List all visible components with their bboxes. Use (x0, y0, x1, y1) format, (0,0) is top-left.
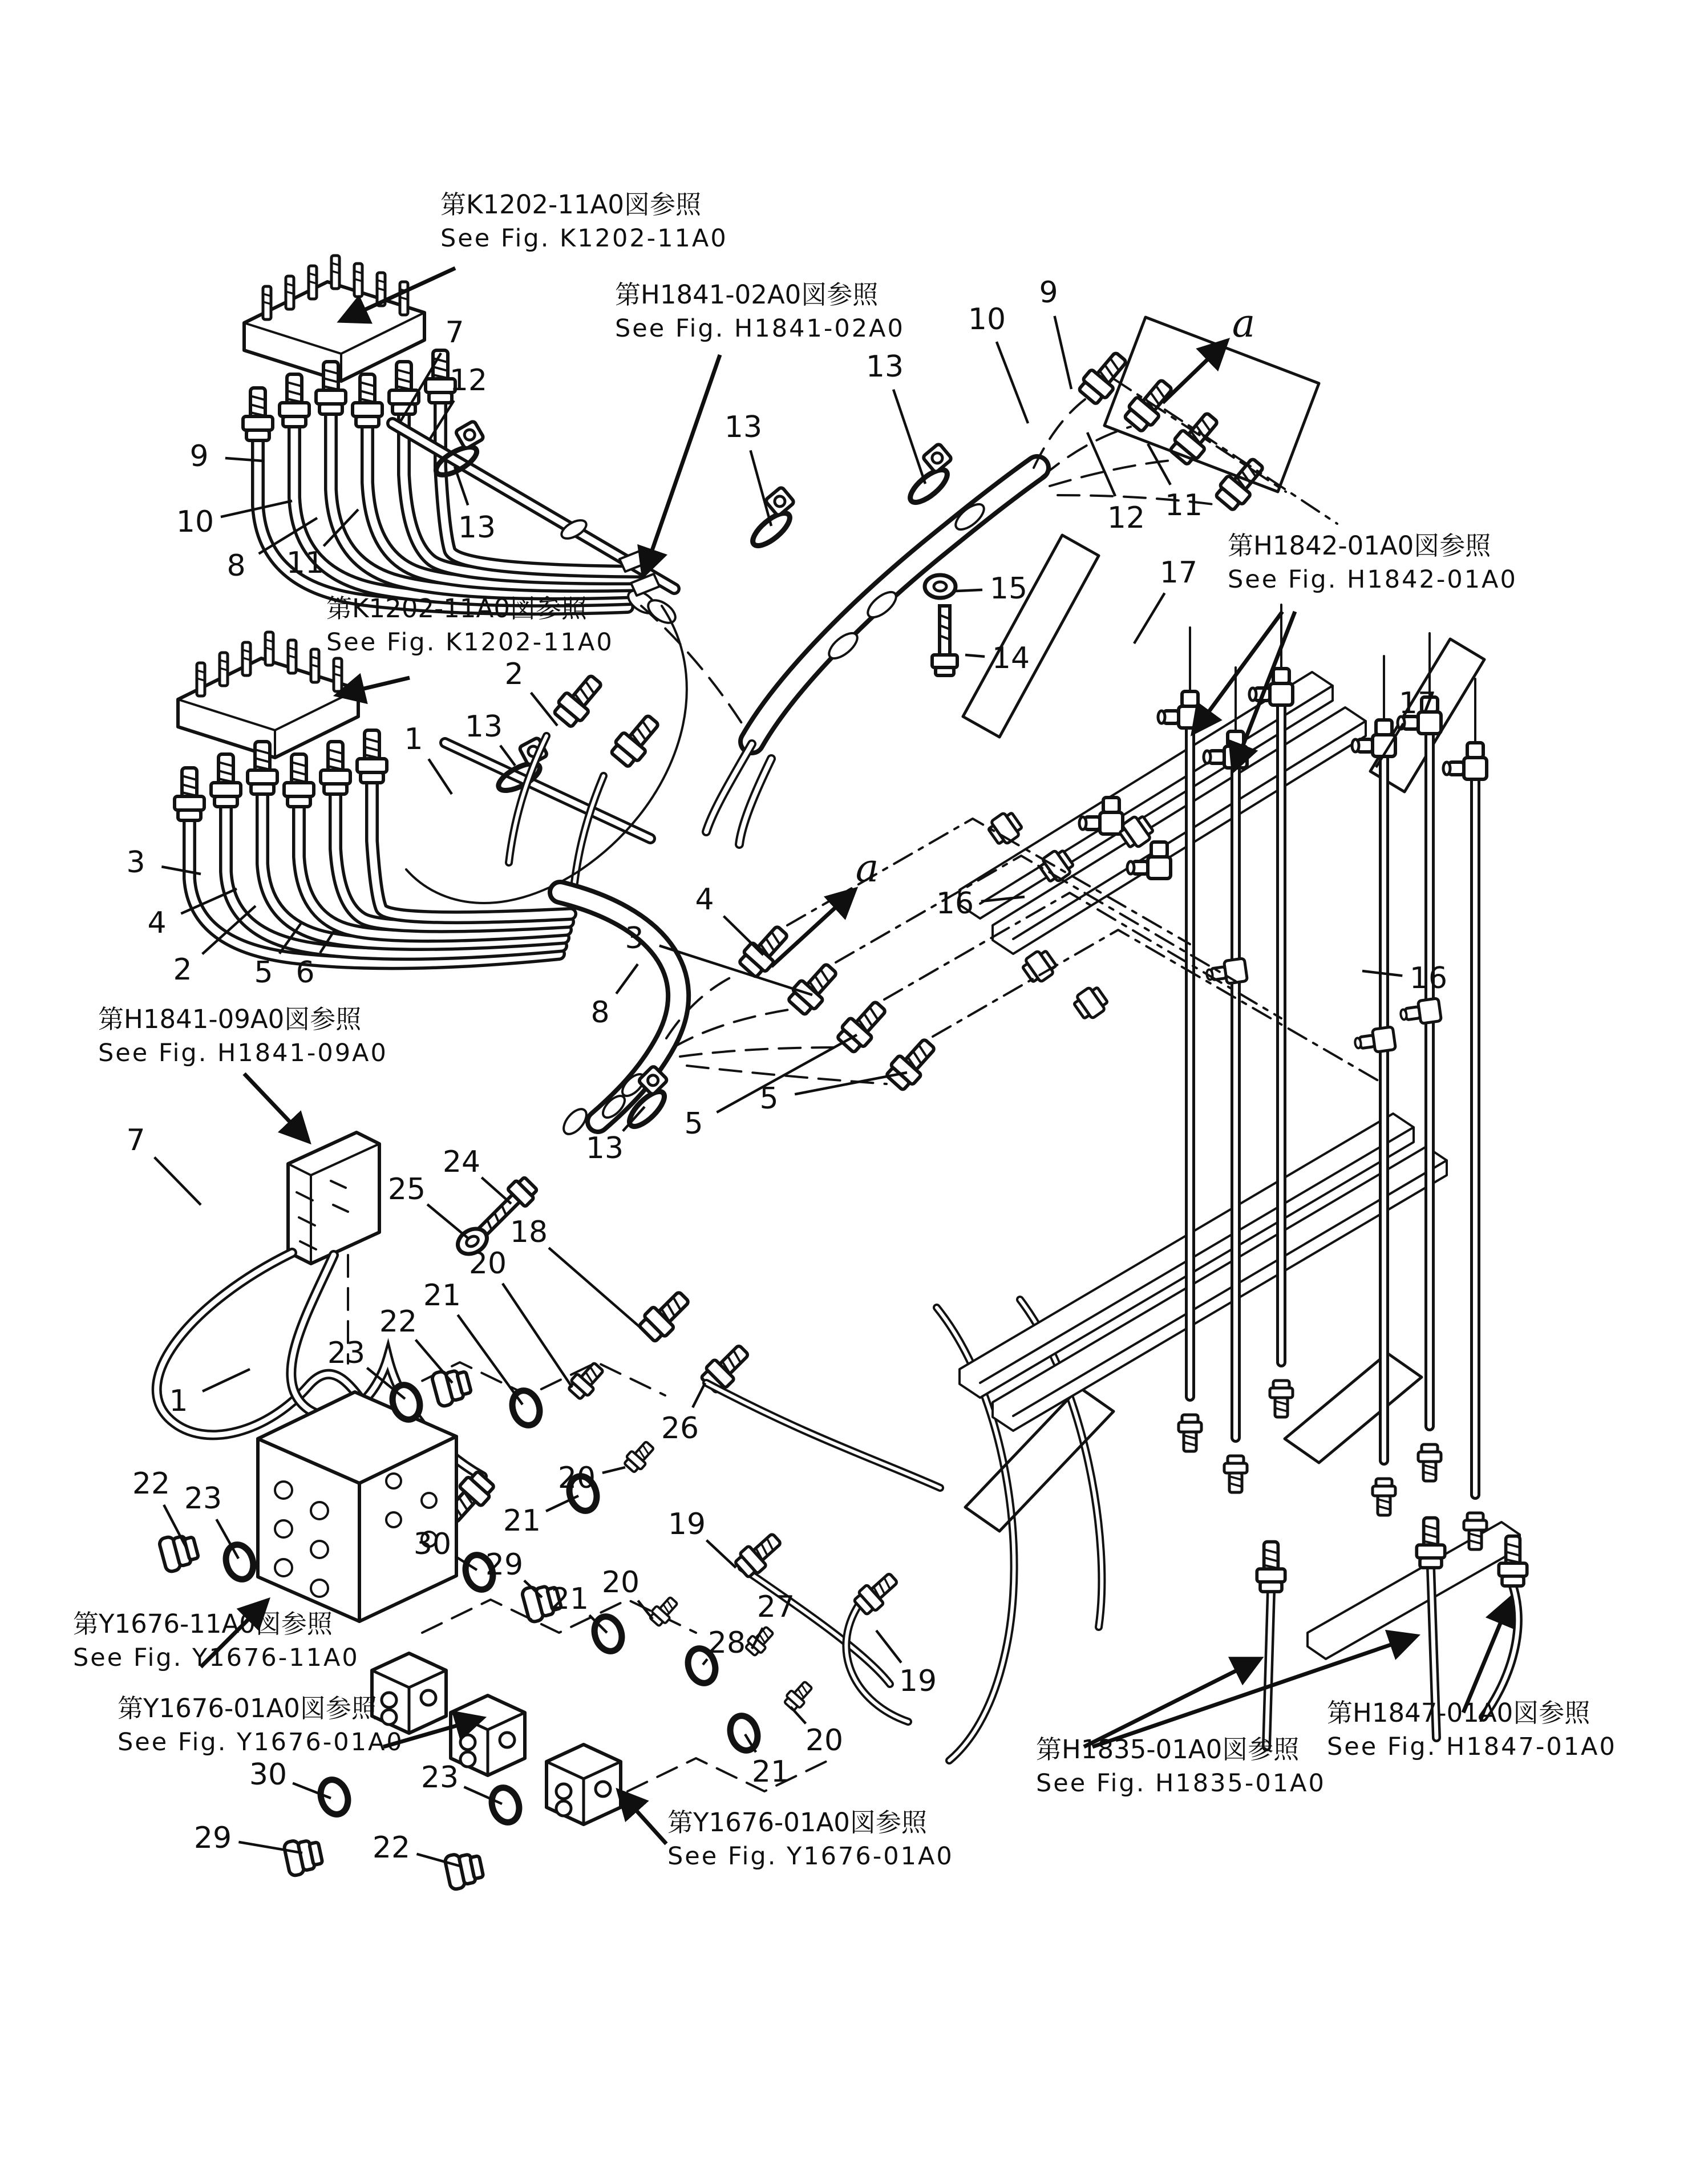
callout-21 (503, 1496, 578, 1538)
part-number: 20 (601, 1565, 640, 1600)
reference-arrow (244, 1074, 308, 1141)
reference-text-en: See Fig. Y1676-11A0 (73, 1644, 359, 1672)
part-number: 18 (509, 1215, 548, 1249)
callout-14 (965, 641, 1030, 675)
part-number: 30 (249, 1758, 288, 1792)
part-number: 21 (423, 1278, 462, 1313)
reference-text-jp: 第Y1676-01A0図参照 (667, 1807, 927, 1838)
leader-line (481, 1177, 511, 1204)
leader-line (723, 916, 763, 955)
part-number: 29 (193, 1821, 232, 1855)
part-number: 8 (226, 549, 246, 583)
reference-text-jp: 第K1202-11A0図参照 (326, 593, 587, 624)
reference-label-y1676-11 (73, 1601, 359, 1672)
part-number: 12 (449, 363, 488, 398)
leader-line (965, 655, 985, 657)
part-number: 23 (420, 1761, 459, 1795)
callout-13 (725, 410, 771, 526)
reference-text-en: See Fig. H1842-01A0 (1228, 565, 1517, 594)
leader-line (706, 1540, 736, 1568)
leader-line (751, 450, 771, 526)
callout-22 (132, 1467, 186, 1547)
reference-text-en: See Fig. H1835-01A0 (1036, 1769, 1326, 1798)
part-number: 20 (557, 1461, 596, 1495)
leader-line (549, 1248, 642, 1329)
callout-2 (504, 657, 557, 726)
part-number: 1 (404, 722, 423, 756)
callout-17 (1134, 556, 1197, 644)
reference-label-k1202-mid (326, 593, 614, 695)
leader-line (876, 1630, 901, 1663)
part-number: 27 (756, 1590, 795, 1624)
view-arrow-a (771, 846, 879, 966)
callout-12 (1087, 432, 1145, 535)
callout-29 (194, 1821, 302, 1855)
part-number: 5 (254, 956, 273, 990)
part-number: 29 (485, 1548, 524, 1582)
manifold-block (159, 1175, 940, 1684)
part-number: 2 (504, 657, 524, 691)
part-number: 13 (585, 1131, 624, 1165)
callout-26 (661, 1383, 705, 1446)
part-number: 8 (590, 995, 610, 1030)
callout-16 (1362, 961, 1447, 995)
part-number: 12 (1107, 501, 1146, 535)
callout-24 (443, 1145, 511, 1204)
callout-30 (249, 1758, 331, 1798)
part-number: 5 (759, 1082, 779, 1116)
reference-text-jp: 第H1835-01A0図参照 (1036, 1734, 1300, 1765)
leader-line (602, 1467, 625, 1473)
view-arrow-line (771, 890, 855, 966)
part-number: 21 (551, 1582, 589, 1616)
leader-line (693, 1383, 705, 1407)
leader-line (791, 1707, 806, 1723)
part-number: 26 (661, 1411, 699, 1446)
leader-line (427, 1204, 468, 1238)
part-number: 7 (445, 315, 464, 350)
callout-20 (602, 1565, 653, 1619)
part-number: 1 (169, 1384, 188, 1418)
leader-line (717, 1035, 857, 1112)
reference-text-en: See Fig. H1841-02A0 (615, 314, 905, 343)
leader-line (500, 746, 515, 766)
reference-text-jp: 第H1847-01A0図参照 (1327, 1698, 1590, 1728)
reference-text-en: See Fig. H1847-01A0 (1327, 1733, 1617, 1761)
view-label: a (1232, 301, 1256, 346)
callout-20 (469, 1247, 572, 1387)
leader-line (616, 964, 638, 994)
part-number: 21 (751, 1755, 790, 1789)
view-arrow-a (1163, 301, 1255, 403)
callout-1 (169, 1369, 250, 1418)
reference-text-jp: 第K1202-11A0図参照 (440, 189, 701, 220)
callout-7 (126, 1123, 201, 1205)
leader-line (503, 1284, 572, 1387)
part-number: 4 (695, 883, 714, 917)
part-number: 16 (1409, 961, 1448, 995)
part-number: 5 (684, 1107, 703, 1141)
part-number: 11 (286, 546, 325, 580)
reference-label-y1676-01-bottom (619, 1791, 954, 1871)
leader-line (1087, 432, 1115, 496)
reference-text-en: See Fig. Y1676-01A0 (667, 1842, 954, 1871)
part-number: 23 (184, 1482, 222, 1516)
callout-21 (551, 1582, 607, 1633)
part-number: 2 (173, 953, 192, 987)
leader-line (428, 759, 452, 794)
callout-20 (791, 1707, 843, 1758)
part-number: 13 (865, 350, 904, 384)
part-number: 6 (296, 956, 315, 990)
reference-text-jp: 第H1842-01A0図参照 (1228, 531, 1491, 561)
reference-label-h1841-09 (98, 1004, 388, 1141)
callout-19 (668, 1507, 736, 1568)
part-number: 25 (387, 1172, 426, 1207)
part-number: 30 (413, 1527, 452, 1561)
callout-13 (866, 350, 925, 484)
callout-29 (485, 1548, 542, 1597)
reference-text-jp: 第Y1676-11A0図参照 (73, 1609, 333, 1639)
part-number: 11 (1164, 488, 1203, 523)
part-number: 3 (625, 921, 644, 956)
part-number: 3 (126, 845, 145, 880)
part-number: 13 (464, 710, 503, 744)
callout-9 (1039, 276, 1071, 389)
reference-arrow (643, 355, 720, 575)
reference-arrow (1084, 1659, 1260, 1747)
part-number: 22 (379, 1305, 418, 1339)
callout-10 (968, 302, 1028, 423)
part-number: 13 (458, 511, 496, 545)
callout-8 (590, 964, 638, 1030)
reference-text-en: See Fig. H1841-09A0 (98, 1039, 388, 1067)
reference-arrow (619, 1791, 666, 1844)
part-number: 14 (991, 641, 1030, 675)
part-number: 13 (724, 410, 763, 444)
callout-1 (404, 722, 452, 794)
reference-text-en: See Fig. K1202-11A0 (440, 224, 728, 253)
part-number: 10 (968, 302, 1006, 337)
part-number: 22 (132, 1467, 171, 1501)
main-tube-lower (560, 892, 941, 1138)
leader-line (1134, 593, 1165, 644)
leader-line (795, 1073, 907, 1094)
leader-line (203, 1369, 250, 1391)
part-number: 19 (667, 1507, 706, 1541)
callout-4 (695, 883, 763, 955)
leader-line (1055, 316, 1071, 389)
part-number: 28 (707, 1626, 746, 1660)
view-label: a (855, 846, 879, 891)
reference-arrow (1092, 1636, 1416, 1747)
callout-20 (558, 1461, 625, 1495)
leader-line (531, 693, 557, 726)
reference-text-en: See Fig. K1202-11A0 (326, 628, 614, 657)
part-number: 22 (372, 1831, 411, 1865)
part-number: 9 (189, 439, 209, 474)
part-number: 17 (1159, 556, 1198, 590)
callout-15 (956, 572, 1027, 606)
callout-25 (388, 1172, 468, 1238)
leader-line (997, 342, 1028, 423)
part-number: 21 (503, 1504, 541, 1538)
part-number: 16 (936, 887, 974, 921)
leader-line (893, 390, 925, 484)
part-number: 9 (1039, 276, 1058, 310)
part-number: 20 (468, 1247, 507, 1281)
reference-text-en: See Fig. Y1676-01A0 (118, 1728, 404, 1757)
part-number: 20 (805, 1723, 844, 1758)
view-arrow-line (1163, 341, 1227, 403)
part-number: 19 (898, 1664, 937, 1698)
part-number: 17 (1398, 686, 1437, 721)
part-number: 4 (147, 906, 167, 940)
reference-text-jp: 第H1841-09A0図参照 (98, 1004, 362, 1034)
leader-line (956, 590, 982, 591)
reference-arrow (1463, 1598, 1511, 1713)
reference-text-jp: 第Y1676-01A0図参照 (118, 1693, 377, 1723)
leader-line (155, 1158, 201, 1205)
callout-19 (876, 1630, 937, 1698)
reference-text-jp: 第H1841-02A0図参照 (615, 280, 879, 310)
callout-18 (510, 1215, 642, 1329)
part-number: 24 (442, 1145, 481, 1179)
part-number: 7 (126, 1123, 145, 1158)
part-number: 10 (176, 505, 214, 539)
callout-10 (176, 501, 292, 539)
part-number: 15 (989, 572, 1028, 606)
part-number: 23 (327, 1336, 366, 1370)
callout-28 (703, 1626, 746, 1665)
